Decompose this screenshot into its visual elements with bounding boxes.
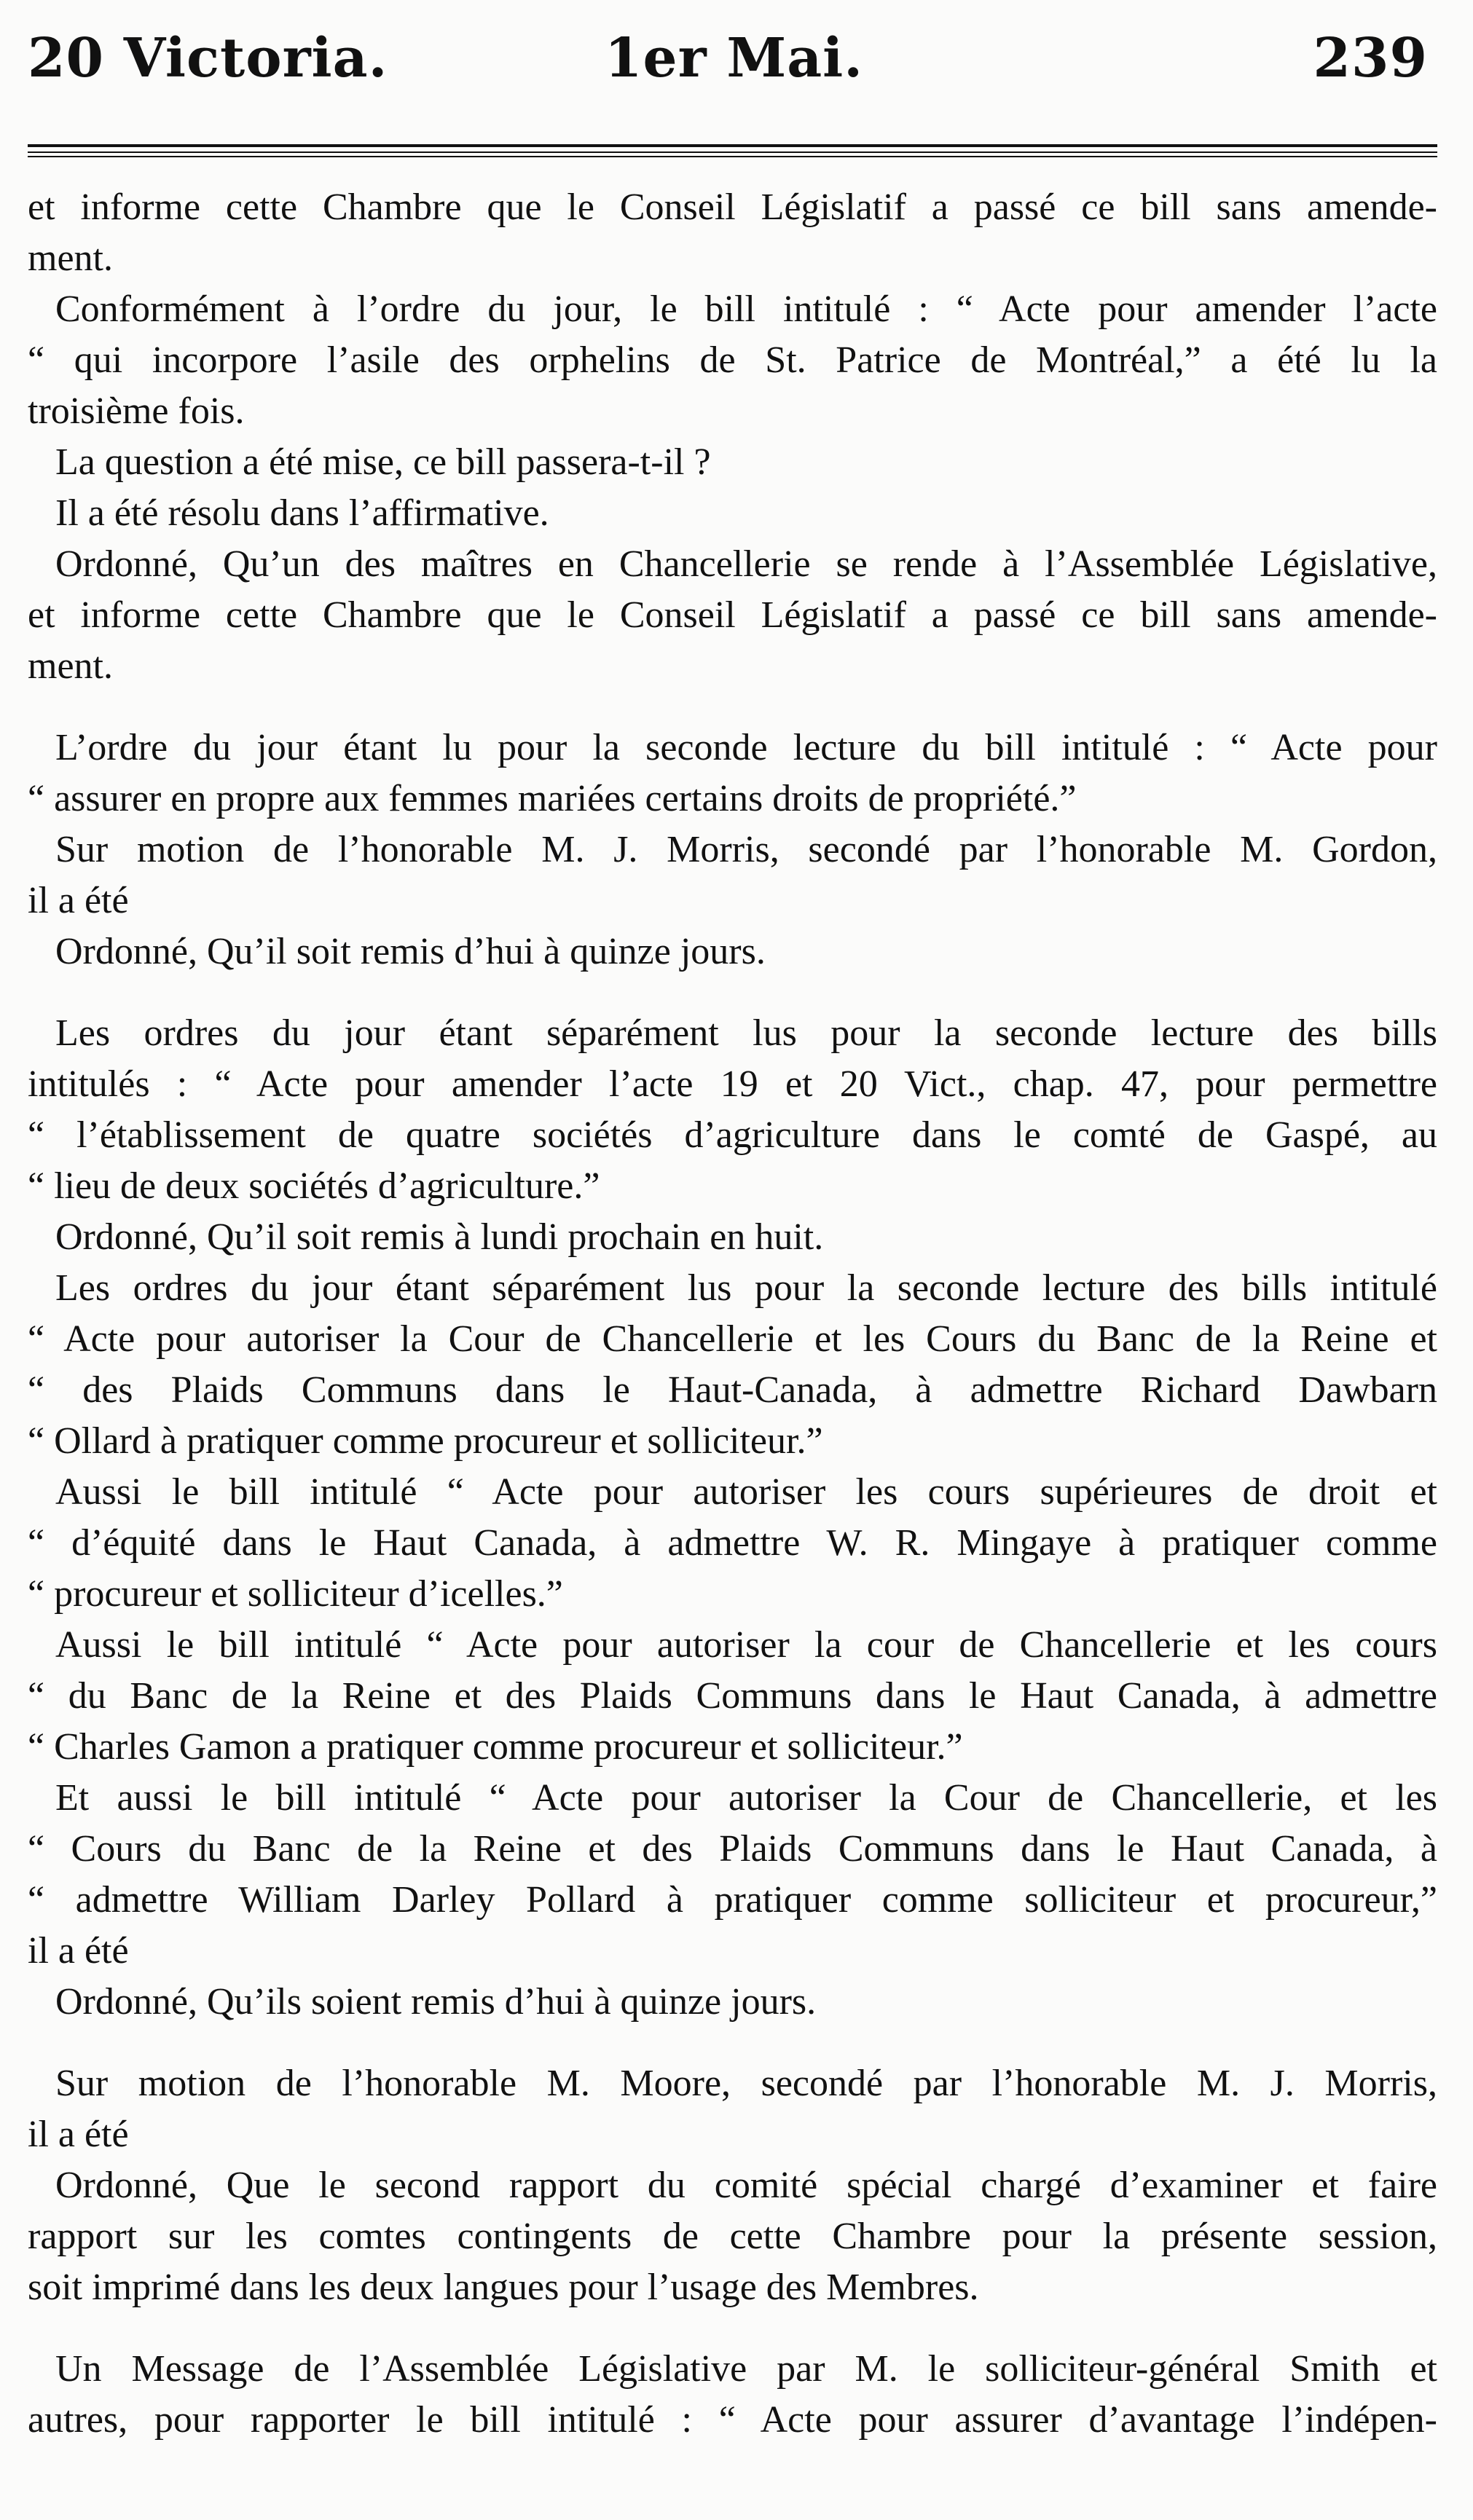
text-line: il a été [28, 2114, 129, 2155]
text-line: Ordonné, Que le second rapport du comité spécial chargé d’examiner et faire [55, 2165, 1437, 2206]
text-line: il a été [28, 880, 129, 921]
page-number: 239 [1313, 27, 1428, 90]
text-line: rapport sur les comtes contingents de cette Chambre pour la présente session, [28, 2216, 1437, 2257]
text-line: et informe cette Chambre que le Conseil Législatif a passé ce bill sans amende- [28, 186, 1437, 228]
text-line: Et aussi le bill intitulé “ Acte pour autoriser la Cour de Chancellerie, et les [55, 1777, 1437, 1819]
running-header [0, 22, 1473, 102]
text-line: La question a été mise, ce bill passera-t-il ? [55, 441, 711, 483]
text-line: “ l’établissement de quatre sociétés d’agriculture dans le comté de Gaspé, au [28, 1114, 1437, 1156]
text-line: il a été [28, 1930, 129, 1972]
text-line: “ Charles Gamon a pratiquer comme procureur et solliciteur.” [28, 1726, 963, 1768]
text-line: “ d’équité dans le Haut Canada, à admettre W. R. Mingaye à pratiquer comme [28, 1522, 1437, 1564]
text-line: Aussi le bill intitulé “ Acte pour autoriser la cour de Chancellerie et les cours [55, 1624, 1437, 1666]
text-line: “ qui incorpore l’asile des orphelins de St. Patrice de Montréal,” a été lu la [28, 339, 1437, 381]
text-line: “ procureur et solliciteur d’icelles.” [28, 1573, 563, 1615]
text-line: Ordonné, Qu’un des maîtres en Chancellerie se rende à l’Assemblée Législative, [55, 543, 1437, 585]
text-line: Ordonné, Qu’il soit remis d’hui à quinze jours. [55, 931, 766, 972]
paragraph-gap [28, 692, 1437, 722]
text-line: ment. [28, 645, 113, 687]
text-line: Les ordres du jour étant séparément lus pour la seconde lecture des bills intitulé [55, 1267, 1437, 1309]
text-line: Un Message de l’Assemblée Législative par M. le solliciteur-général Smith et [55, 2348, 1437, 2390]
paragraph-gap [28, 2313, 1437, 2344]
text-line: troisième fois. [28, 390, 245, 432]
text-line: “ des Plaids Communs dans le Haut-Canada, à admettre Richard Dawbarn [28, 1369, 1437, 1411]
text-line: “ assurer en propre aux femmes mariées certains droits de propriété.” [28, 778, 1077, 819]
text-line: autres, pour rapporter le bill intitulé : “ Acte pour assurer d’avantage l’indépen- [28, 2399, 1437, 2441]
header-date: 1er Mai. [605, 27, 864, 90]
text-line: “ Cours du Banc de la Reine et des Plaids Communs dans le Haut Canada, à [28, 1828, 1437, 1870]
paragraph-gap [28, 977, 1437, 1008]
header-regnal-year: 20 Victoria. [28, 27, 388, 90]
text-line: “ lieu de deux sociétés d’agriculture.” [28, 1165, 600, 1207]
text-line: Sur motion de l’honorable M. J. Morris, secondé par l’honorable M. Gordon, [55, 829, 1437, 870]
text-line: soit imprimé dans les deux langues pour l’usage des Membres. [28, 2267, 979, 2308]
text-line: Ordonné, Qu’ils soient remis d’hui à quinze jours. [55, 1981, 817, 2023]
text-line: “ admettre William Darley Pollard à pratiquer comme solliciteur et procureur,” [28, 1879, 1437, 1921]
text-line: Aussi le bill intitulé “ Acte pour autoriser les cours supérieures de droit et [55, 1471, 1437, 1513]
header-rule-middle [28, 151, 1437, 153]
body-text [28, 182, 1437, 2446]
text-line: Sur motion de l’honorable M. Moore, secondé par l’honorable M. J. Morris, [55, 2063, 1437, 2104]
paragraph-gap [28, 2028, 1437, 2058]
text-line: ment. [28, 237, 113, 279]
text-line: Ordonné, Qu’il soit remis à lundi prochain en huit. [55, 1216, 824, 1258]
text-line: Conformément à l’ordre du jour, le bill intitulé : “ Acte pour amender l’acte [55, 288, 1437, 330]
text-line: intitulés : “ Acte pour amender l’acte 19 et 20 Vict., chap. 47, pour permettre [28, 1063, 1437, 1105]
text-line: “ Ollard à pratiquer comme procureur et solliciteur.” [28, 1420, 823, 1462]
text-line: Les ordres du jour étant séparément lus pour la seconde lecture des bills [55, 1012, 1437, 1054]
text-line: “ Acte pour autoriser la Cour de Chancellerie et les Cours du Banc de la Reine et [28, 1318, 1437, 1360]
header-rule-top [28, 144, 1437, 147]
text-line: et informe cette Chambre que le Conseil Législatif a passé ce bill sans amende- [28, 594, 1437, 636]
text-line: “ du Banc de la Reine et des Plaids Communs dans le Haut Canada, à admettre [28, 1675, 1437, 1717]
header-rule-bottom [28, 156, 1437, 157]
text-line: Il a été résolu dans l’affirmative. [55, 492, 549, 534]
text-line: L’ordre du jour étant lu pour la seconde lecture du bill intitulé : “ Acte pour [55, 727, 1437, 768]
